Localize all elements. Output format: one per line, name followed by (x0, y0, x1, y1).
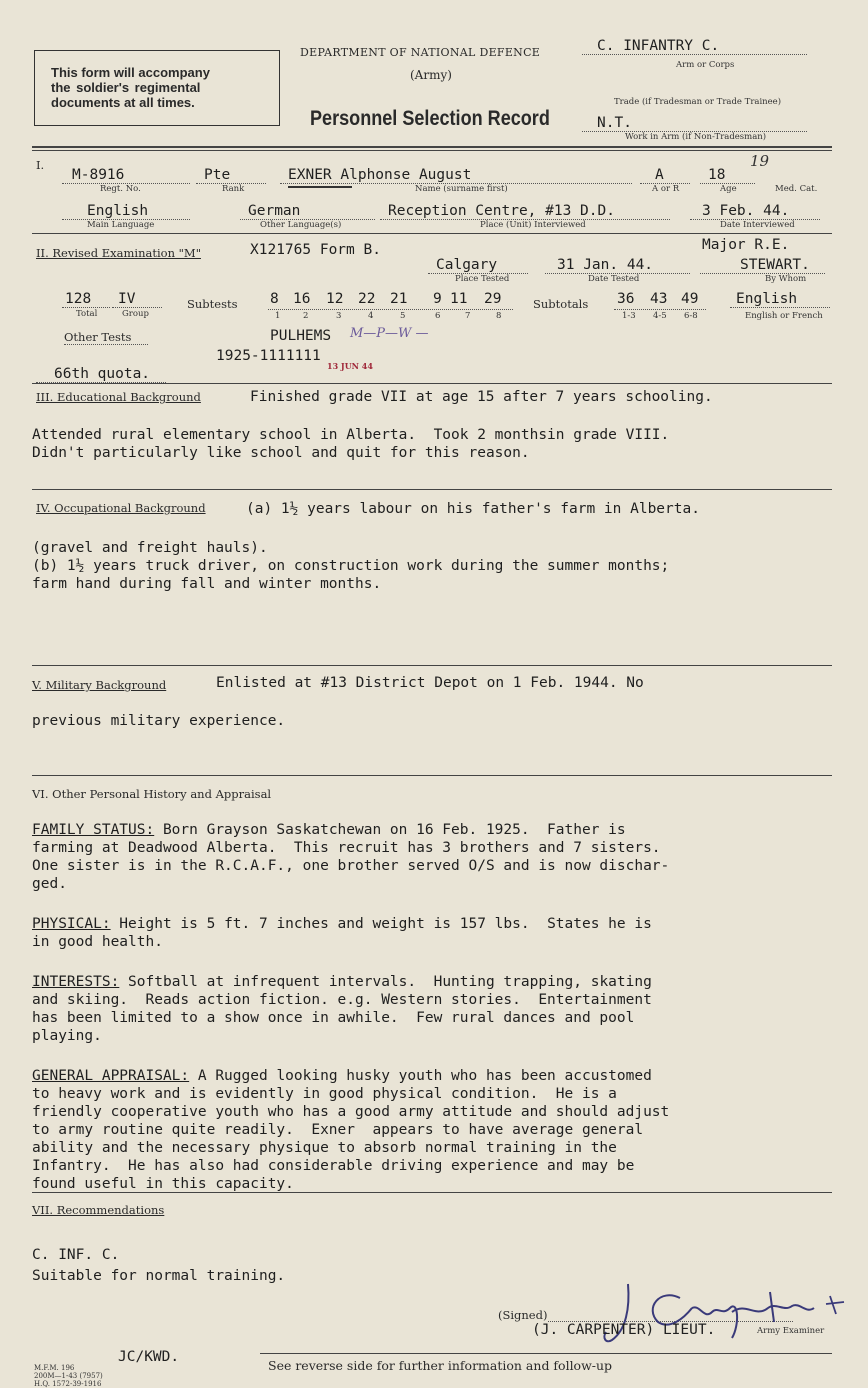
physical-label: PHYSICAL: (32, 916, 111, 932)
history-line: ability and the necessary physique to absorb normal training in the (32, 1140, 617, 1156)
place-interviewed: Reception Centre, #13 D.D. (380, 203, 670, 220)
appraisal-block (32, 1067, 842, 1085)
group: IV (112, 291, 162, 308)
occupation-line: (gravel and freight hauls). (32, 540, 268, 556)
department-label: DEPARTMENT OF NATIONAL DEFENCE (300, 46, 541, 59)
education-line: Didn't particularly like school and quit for this reason. (32, 445, 530, 461)
subtotal-3: 49 (681, 291, 699, 307)
place-label: Place (Unit) Interviewed (480, 220, 586, 230)
subtotals-label: Subtotals (533, 297, 589, 311)
history-line: to army routine quite readily. Exner appears to have average general (32, 1122, 644, 1138)
subtest-num-5: 5 (400, 311, 406, 321)
subtest-8: 29 (484, 291, 502, 307)
name-label: Name (surname first) (415, 184, 508, 194)
surname-underline (288, 186, 352, 188)
subtest-num-3: 3 (336, 311, 342, 321)
section-2-heading-text: II. Revised Examination "M" (36, 246, 201, 260)
subtest-num-2: 2 (303, 311, 309, 321)
date-stamp: 13 JUN 44 (327, 361, 373, 371)
examiner-line2: STEWART. (700, 257, 825, 274)
subtest-5: 21 (390, 291, 408, 307)
section-7-heading: VII. Recommendations (32, 1203, 165, 1217)
subtest-1: 8 (270, 291, 279, 307)
subtests-label: Subtests (187, 297, 238, 311)
regt-no: M-8916 (62, 167, 190, 184)
form-code (34, 1364, 103, 1388)
appraisal-label: GENERAL APPRAISAL: (32, 1068, 190, 1084)
history-line: Height is 5 ft. 7 inches and weight is 157 lbs. States he is (110, 916, 652, 932)
med-cat-label: Med. Cat. (775, 184, 818, 194)
occupation-line: (a) 1½ years labour on his father's farm in Alberta. (246, 501, 700, 517)
place-tested-label: Place Tested (455, 274, 510, 284)
pulhems-handwritten: M—P—W — (350, 326, 429, 341)
occupation-line: farm hand during fall and winter months. (32, 576, 382, 592)
history-line: ged. (32, 876, 67, 892)
interests-label: INTERESTS: (32, 974, 120, 990)
form-code-line: H.Q. 1572-39-1916 (34, 1380, 102, 1388)
other-language: German (240, 203, 375, 220)
education-line: Finished grade VII at age 15 after 7 years schooling. (250, 389, 713, 405)
subtest-7: 11 (450, 291, 468, 307)
history-line: One sister is in the R.C.A.F., one brother served O/S and is now dischar- (32, 858, 670, 874)
military-line: Enlisted at #13 District Depot on 1 Feb. 1944. No (216, 675, 644, 691)
notice-line: documents at all times. (51, 95, 195, 110)
subtotal-range-2: 4-5 (653, 311, 667, 321)
a-or-r-label: A or R (652, 184, 680, 194)
section-5-heading (32, 678, 166, 692)
interests-block (32, 973, 842, 991)
occupation-text (32, 521, 842, 593)
recommendation-line: C. INF. C. (32, 1247, 120, 1263)
history-line: playing. (32, 1028, 102, 1044)
signature-alt-text: J. Carpenter Lt (600, 1278, 608, 1279)
quota: 66th quota. (36, 366, 166, 383)
rank-label: Rank (222, 184, 245, 194)
form-code-line: 200M—1-43 (7957) (34, 1372, 103, 1380)
date-tested-label: Date Tested (588, 274, 640, 284)
main-language-label: Main Language (87, 220, 155, 230)
footer-note: See reverse side for further information and follow-up (268, 1358, 613, 1373)
other-language-label: Other Language(s) (260, 220, 342, 230)
form-title: Personnel Selection Record (310, 107, 550, 130)
other-tests-label: Other Tests (64, 330, 148, 345)
date-label: Date Interviewed (720, 220, 795, 230)
subtest-num-4: 4 (368, 311, 374, 321)
age-label: Age (720, 184, 737, 194)
trade-value: N.T. (582, 115, 807, 132)
signature-typed: (J. CARPENTER) LIEUT. (532, 1322, 716, 1338)
age-handwritten: 19 (750, 152, 770, 170)
section-2-heading (36, 246, 201, 260)
rank: Pte (196, 167, 266, 184)
subtest-3: 12 (326, 291, 344, 307)
form-code-line: M.F.M. 196 (34, 1364, 75, 1372)
section-1-numeral: I. (36, 158, 45, 172)
history-line: Born Grayson Saskatchewan on 16 Feb. 1925. Father is (154, 822, 626, 838)
language-label: English or French (745, 311, 823, 321)
date-interviewed: 3 Feb. 44. (690, 203, 820, 220)
total-label: Total (76, 309, 98, 319)
place-tested: Calgary (428, 257, 528, 274)
subtest-4: 22 (358, 291, 376, 307)
pulhems-label: PULHEMS (270, 328, 332, 344)
military-line: previous military experience. (32, 713, 286, 729)
work-label: Work in Arm (if Non-Tradesman) (625, 132, 767, 142)
history-line: friendly cooperative youth who has a good army attitude and should adjust (32, 1104, 670, 1120)
total-score: 128 (62, 291, 110, 308)
examiner-label: Army Examiner (757, 1326, 825, 1336)
date-tested: 31 Jan. 44. (545, 257, 690, 274)
regt-no-label: Regt. No. (100, 184, 141, 194)
physical-block (32, 915, 842, 933)
notice-line: the soldier's regimental (51, 80, 201, 95)
history-line: Infantry. He has also had considerable driving experience and may be (32, 1158, 635, 1174)
subtest-num-8: 8 (496, 311, 502, 321)
subtotal-2: 43 (650, 291, 668, 307)
recommendation-line: Suitable for normal training. (32, 1268, 286, 1284)
history-line: found useful in this capacity. (32, 1176, 294, 1192)
subtest-num-1: 1 (275, 311, 281, 321)
initials: JC/KWD. (118, 1349, 180, 1365)
examiner-line1: Major R.E. (702, 237, 790, 253)
education-line: Attended rural elementary school in Alberta. Took 2 monthsin grade VIII. (32, 427, 670, 443)
family-status-block (32, 821, 842, 839)
history-line: to heavy work and is evidently in good physical condition. He is a (32, 1086, 617, 1102)
a-or-r: A (640, 167, 690, 184)
section-5-heading-text: V. Military Background (32, 678, 167, 692)
military-text (32, 694, 842, 730)
arm-value: C. INFANTRY C. (582, 38, 807, 55)
history-line: in good health. (32, 934, 163, 950)
family-status-label: FAMILY STATUS: (32, 822, 155, 838)
main-language: English (62, 203, 190, 220)
pulhems-code: 1925-1111111 (216, 348, 321, 364)
trade-label: Trade (if Tradesman or Trade Trainee) (614, 97, 782, 107)
history-line: has been limited to a show once in awhile. Few rural dances and pool (32, 1010, 635, 1026)
history-line: and skiing. Reads action fiction. e.g. Western stories. Entertainment (32, 992, 652, 1008)
education-text (32, 408, 842, 462)
subtest-6: 9 (433, 291, 442, 307)
group-label: Group (122, 309, 149, 319)
by-whom-label: By Whom (765, 274, 807, 284)
history-line: farming at Deadwood Alberta. This recruit has 3 brothers and 7 sisters. (32, 840, 661, 856)
signed-label: (Signed) (498, 1308, 548, 1322)
history-line: A Rugged looking husky youth who has been accustomed (189, 1068, 652, 1084)
subtest-num-7: 7 (465, 311, 471, 321)
section-4-heading: IV. Occupational Background (36, 501, 206, 515)
subtest-2: 16 (293, 291, 311, 307)
exam-form: X121765 Form B. (250, 242, 381, 258)
subtest-num-6: 6 (435, 311, 441, 321)
age: 18 (700, 167, 755, 184)
notice-box (34, 50, 280, 126)
subtotal-1: 36 (617, 291, 635, 307)
subtests-underline (268, 309, 513, 310)
arm-label: Arm or Corps (676, 60, 735, 70)
test-language: English (730, 291, 830, 308)
notice-line: This form will accompany (51, 65, 210, 80)
subtotal-range-1: 1-3 (622, 311, 636, 321)
section-6-heading: VI. Other Personal History and Appraisal (32, 787, 272, 801)
history-line: Softball at infrequent intervals. Hunting trapping, skating (119, 974, 652, 990)
personal-history-text (32, 803, 842, 1193)
subtotals-underline (614, 309, 706, 310)
occupation-line: (b) 1½ years truck driver, on construction work during the summer months; (32, 558, 670, 574)
subtotal-range-3: 6-8 (684, 311, 698, 321)
section-3-heading: III. Educational Background (36, 390, 201, 404)
army-label: (Army) (410, 68, 452, 82)
full-name: EXNER Alphonse August (280, 167, 632, 184)
